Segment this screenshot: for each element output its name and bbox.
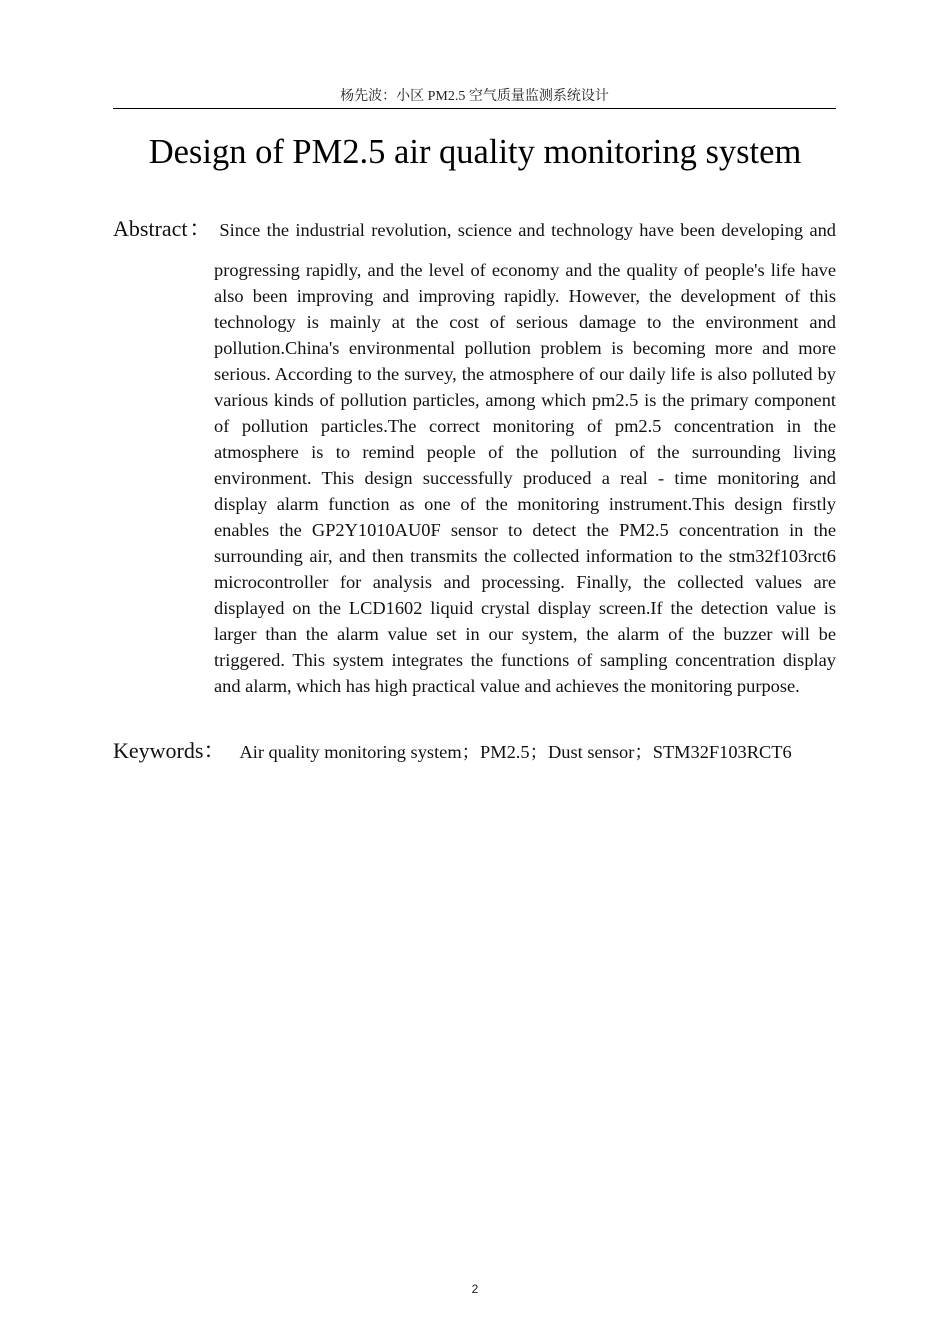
abstract-body: progressing rapidly, and the level of economy and the quality of people's life have also been improving and improving rapidly. However, the development of this technology is mainly at the cost of serious damage to the environment and pollution.China's environmental pollution problem is becoming more and more serious. According to the survey, the atmosphere of our daily life is also polluted by various kinds of pollution particles, among which pm2.5 is the primary component of pollution particles.The correct monitoring of pm2.5 concentration in the atmosphere is to remind people of the pollution of the surrounding living environment. This design successfully produced a real - time monitoring and display alarm function as one of the monitoring instrument.This design firstly enables the GP2Y1010AU0F sensor to detect the PM2.5 concentration in the surrounding air, and then transmits the collected information to the stm32f103rct6 microcontroller for analysis and processing. Finally, the collected values are displayed on the LCD1602 liquid crystal display screen.If the detection value is larger than the alarm value set in our system, the alarm of the buzzer will be triggered. This system integrates the functions of sampling concentration display and alarm, which has high practical value and achieves the monitoring purpose. [214,260,836,696]
running-header: 杨先波：小区 PM2.5 空气质量监测系统设计 [340,89,609,104]
header-rule [113,108,836,109]
keywords-label: Keywords： [113,738,226,763]
abstract-first-line-text: Since the industrial revolution, science and technology have been developing and [219,220,836,240]
keywords-values: Air quality monitoring system；PM2.5；Dust sensor；STM32F103RCT6 [239,742,792,762]
page-number: 2 [471,1282,479,1296]
paper-title: Design of PM2.5 air quality monitoring system [148,133,802,171]
abstract-label: Abstract： [113,216,214,241]
keywords-line [113,737,836,766]
abstract-first-line [113,216,836,243]
